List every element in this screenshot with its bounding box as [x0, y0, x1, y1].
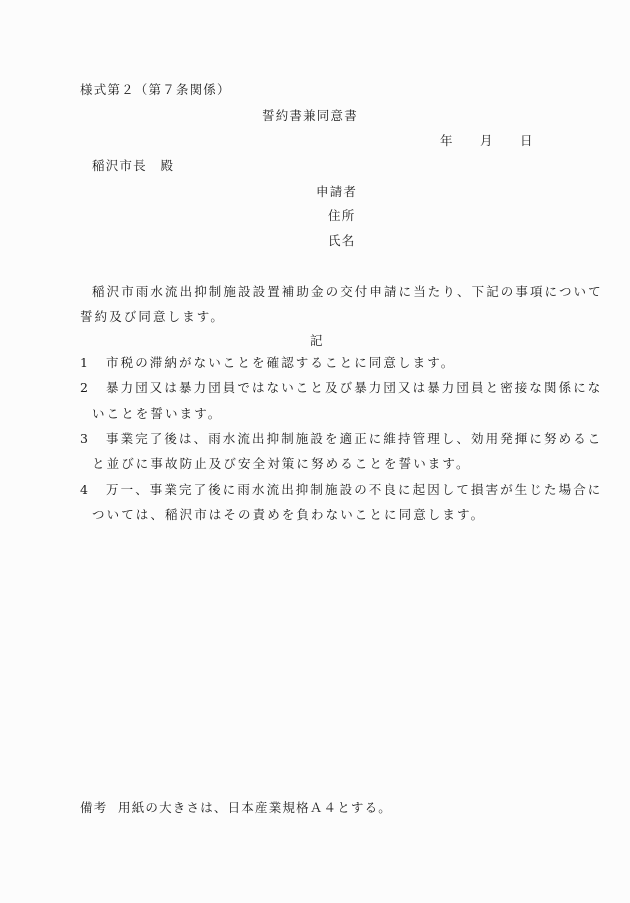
document-title: 誓約書兼同意書	[262, 108, 358, 123]
ki-heading: 記	[310, 333, 324, 348]
date-month: 月	[480, 133, 494, 148]
intro-line: 稲沢市雨水流出抑制施設設置補助金の交付申請に当たり、下記の事項について	[92, 284, 603, 299]
date-day: 日	[520, 133, 534, 148]
item-text-cont: ついては、稲沢市はその責めを負わないことに同意します。	[92, 507, 486, 522]
date-year: 年	[440, 133, 454, 148]
address-label: 住所	[328, 208, 356, 223]
applicant-label: 申請者	[316, 184, 358, 199]
item-number: 3	[80, 431, 90, 446]
item-text: 事業完了後は、雨水流出抑制施設を適正に維持管理し、効用発揮に努めるこ	[106, 431, 603, 446]
item-text-cont: いことを誓います。	[92, 406, 223, 421]
item-number: 4	[80, 482, 90, 497]
form-number: 様式第２（第７条関係）	[80, 82, 231, 97]
note-label: 備考	[80, 800, 108, 815]
note-text: 用紙の大きさは、日本産業規格Ａ４とする。	[118, 800, 393, 815]
item-text: 市税の滞納がないことを確認することに同意します。	[106, 355, 456, 370]
item-number: 2	[80, 380, 90, 395]
addressee: 稲沢市長 殿	[92, 158, 175, 173]
item-text-cont: と並びに事故防止及び安全対策に努めることを誓います。	[92, 456, 471, 471]
item-text: 暴力団又は暴力団員ではないこと及び暴力団又は暴力団員と密接な関係にな	[106, 380, 603, 395]
intro-line: 誓約及び同意します。	[80, 309, 226, 324]
item-text: 万一、事業完了後に雨水流出抑制施設の不良に起因して損害が生じた場合に	[106, 482, 603, 497]
item-number: 1	[80, 355, 90, 370]
name-label: 氏名	[328, 233, 356, 248]
